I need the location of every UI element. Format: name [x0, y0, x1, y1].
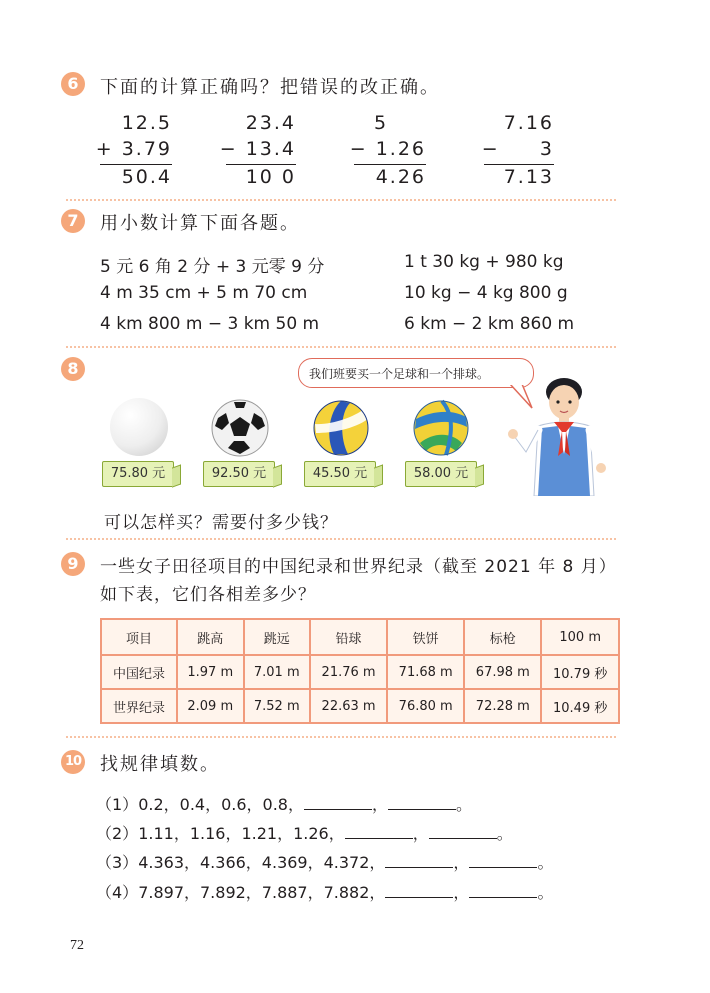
question-6-badge: 6	[61, 72, 85, 96]
question-9-prompt-line1: 一些女子田径项目的中国纪录和世界纪录（截至 2021 年 8 月）	[100, 557, 617, 577]
table-cell: 67.98 m	[464, 655, 541, 689]
expression: 5 元 6 角 2 分 + 3 元零 9 分	[100, 257, 325, 277]
calc-operand: − 3	[481, 138, 554, 160]
volleyball-blue	[312, 399, 370, 457]
volleyball-green	[412, 399, 470, 457]
table-cell: 10.79 秒	[541, 655, 619, 689]
separator: ，	[371, 795, 388, 814]
table-cell: 21.76 m	[310, 655, 387, 689]
question-6-prompt: 下面的计算正确吗？把错误的改正确。	[100, 77, 440, 98]
sequence-item-2	[96, 821, 513, 844]
question-8-badge: 8	[61, 357, 85, 381]
vertical-calc-4	[480, 112, 554, 190]
calc-operand: + 3.79	[95, 138, 172, 160]
sequence-item-4	[96, 880, 553, 903]
question-9-prompt-line2: 如下表，它们各相差多少？	[100, 585, 316, 605]
calc-top: 12.5	[121, 112, 172, 134]
separator: ，	[453, 853, 470, 872]
table-header: 标枪	[464, 619, 541, 655]
sequence-item-1	[96, 792, 472, 815]
divider	[66, 736, 616, 738]
table-header-row	[101, 619, 619, 655]
calc-result: 50.4	[121, 166, 172, 188]
white-ball	[110, 398, 168, 456]
speech-text: 我们班要买一个足球和一个排球。	[309, 367, 490, 381]
item-label: （2）	[96, 824, 139, 843]
table-cell: 76.80 m	[387, 689, 464, 723]
boy-illustration	[508, 374, 620, 496]
table-cell: 中国纪录	[101, 655, 177, 689]
answer-blank[interactable]	[385, 883, 453, 898]
table-cell: 2.09 m	[177, 689, 244, 723]
calc-line	[354, 164, 426, 165]
table-cell: 7.01 m	[244, 655, 311, 689]
price-tag: 92.50 元	[203, 461, 275, 487]
answer-blank[interactable]	[469, 883, 537, 898]
calc-top: 5	[374, 112, 389, 134]
page-number: 72	[70, 938, 84, 953]
calc-line	[100, 164, 172, 165]
answer-blank[interactable]	[388, 795, 456, 810]
calc-operand: − 1.26	[349, 138, 426, 160]
end-mark: 。	[537, 853, 554, 872]
soccer-ball	[210, 398, 270, 458]
question-10-prompt: 找规律填数。	[100, 754, 220, 775]
table-cell: 1.97 m	[177, 655, 244, 689]
item-sequence: 0.2，0.4，0.6，0.8，	[138, 795, 304, 814]
item-label: （3）	[96, 853, 139, 872]
question-7-prompt: 用小数计算下面各题。	[100, 213, 300, 234]
table-header: 跳高	[177, 619, 244, 655]
table-cell: 22.63 m	[310, 689, 387, 723]
end-mark: 。	[496, 824, 513, 843]
item-sequence: 4.363，4.366，4.369，4.372，	[138, 853, 386, 872]
expression: 4 km 800 m − 3 km 50 m	[100, 314, 320, 334]
sequence-item-3	[96, 850, 553, 873]
calc-operand: − 13.4	[219, 138, 296, 160]
answer-blank[interactable]	[304, 795, 372, 810]
answer-blank[interactable]	[345, 824, 413, 839]
table-row	[101, 689, 619, 723]
vertical-calc-1	[96, 112, 172, 190]
item-sequence: 7.897，7.892，7.887，7.882，	[138, 883, 386, 902]
expression: 1 t 30 kg + 980 kg	[404, 252, 564, 272]
divider	[66, 346, 616, 348]
question-8-text: 可以怎样买？需要付多少钱？	[104, 513, 338, 533]
table-cell: 7.52 m	[244, 689, 311, 723]
question-10-badge: 10	[61, 750, 85, 774]
divider	[66, 199, 616, 201]
records-table	[100, 618, 620, 724]
end-mark: 。	[456, 795, 473, 814]
calc-line	[484, 164, 554, 165]
calc-top: 7.16	[503, 112, 554, 134]
item-label: （1）	[96, 795, 139, 814]
calc-result: 7.13	[503, 166, 554, 188]
table-cell: 72.28 m	[464, 689, 541, 723]
divider	[66, 538, 616, 540]
table-cell: 71.68 m	[387, 655, 464, 689]
end-mark: 。	[537, 883, 554, 902]
answer-blank[interactable]	[429, 824, 497, 839]
answer-blank[interactable]	[469, 853, 537, 868]
question-7-badge: 7	[61, 209, 85, 233]
table-header: 项目	[101, 619, 177, 655]
speech-bubble	[298, 358, 534, 388]
table-header: 100 m	[541, 619, 619, 655]
price-tag: 75.80 元	[102, 461, 174, 487]
calc-line	[226, 164, 296, 165]
calc-top: 23.4	[245, 112, 296, 134]
separator: ，	[453, 883, 470, 902]
price-tag: 45.50 元	[304, 461, 376, 487]
calc-result: 10 0	[245, 166, 296, 188]
expression: 10 kg − 4 kg 800 g	[404, 283, 568, 303]
expression: 6 km − 2 km 860 m	[404, 314, 575, 334]
separator: ，	[412, 824, 429, 843]
table-cell: 10.49 秒	[541, 689, 619, 723]
item-sequence: 1.11，1.16，1.21，1.26，	[138, 824, 345, 843]
table-header: 铁饼	[387, 619, 464, 655]
calc-result: 4.26	[375, 166, 426, 188]
table-row	[101, 655, 619, 689]
item-label: （4）	[96, 883, 139, 902]
vertical-calc-2	[219, 112, 296, 190]
answer-blank[interactable]	[385, 853, 453, 868]
vertical-calc-3	[349, 112, 426, 190]
table-header: 铅球	[310, 619, 387, 655]
table-cell: 世界纪录	[101, 689, 177, 723]
price-tag: 58.00 元	[405, 461, 477, 487]
expression: 4 m 35 cm + 5 m 70 cm	[100, 283, 308, 303]
question-9-badge: 9	[61, 552, 85, 576]
table-header: 跳远	[244, 619, 311, 655]
